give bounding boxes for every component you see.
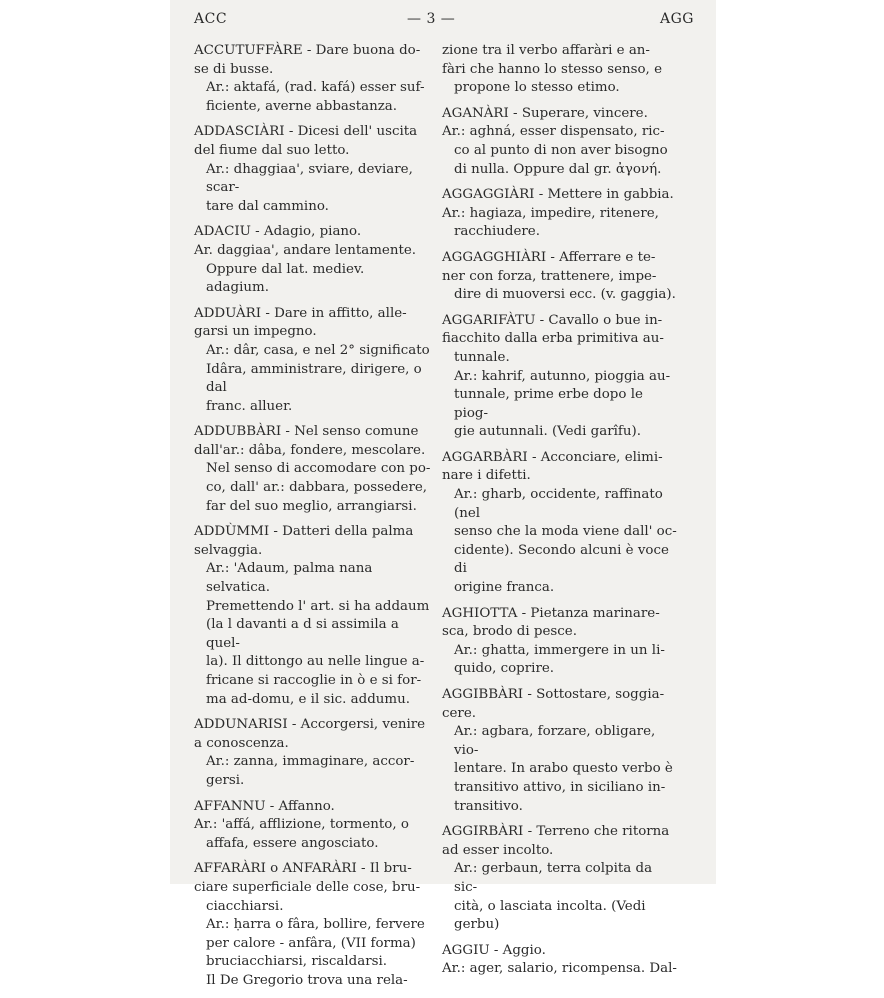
entry-line: ma ad-domu, e il sic. addumu.	[206, 691, 410, 707]
dictionary-entry	[194, 423, 431, 516]
entry-line: Ar.: ager, salario, ricompensa. Dal-	[442, 961, 677, 977]
entry-line: co, dall' ar.: dabbara, possedere,	[206, 480, 428, 496]
entry-line: Ar.: aktafá, (rad. kafá) esser suf-	[206, 80, 425, 96]
entry-line: Ar.: dâr, casa, e nel 2° significato	[206, 342, 430, 358]
entry-line: lentare. In arabo questo verbo è	[454, 761, 673, 777]
entry-line: racchiudere.	[454, 224, 540, 240]
entry-headline: AGGIRBÀRI - Terreno che ritorna	[442, 824, 670, 840]
entry-headline: AFFARÀRI o ANFARÀRI - Il bru-	[194, 861, 412, 877]
entry-line: ciacchiarsi.	[206, 898, 284, 914]
entry-headline: AGGAGGIÀRI - Mettere in gabbia.	[442, 187, 674, 203]
entry-line: Ar.: gerbaun, terra colpita da sic-	[454, 861, 653, 895]
entry-line: del fiume dal suo letto.	[194, 142, 350, 158]
entry-headline: ADACIU - Adagio, piano.	[194, 224, 362, 240]
dictionary-entry	[442, 42, 679, 98]
entry-line: affafa, essere angosciato.	[206, 835, 379, 851]
entry-line: cità, o lasciata incolta. (Vedi gerbu)	[454, 898, 646, 933]
entry-headline: AGGIU - Aggio.	[442, 942, 546, 958]
entry-headline: ADDUNARISI - Accorgersi, venire	[194, 717, 426, 733]
entry-line: Ar.: gharb, occidente, raffinato (nel	[454, 487, 663, 521]
entry-line: per calore - anfâra, (VII forma)	[206, 935, 416, 951]
entry-line: ner con forza, trattenere, impe-	[442, 268, 657, 284]
entry-line: fàri che hanno lo stesso senso, e	[442, 61, 662, 77]
dictionary-entry	[194, 305, 431, 417]
entry-line: a conoscenza.	[194, 735, 289, 751]
entry-headline: AFFANNU - Affanno.	[194, 798, 335, 814]
entry-headline: ADDÙMMI - Datteri della palma	[194, 524, 414, 540]
dictionary-entry	[442, 449, 679, 598]
entry-line: Ar.: zanna, immaginare, accor-	[206, 754, 415, 770]
dictionary-entry	[442, 605, 679, 679]
entry-line: la). Il dittongo au nelle lingue a-	[206, 654, 425, 670]
entry-line: franc. alluer.	[206, 398, 293, 414]
entry-line: cidente). Secondo alcuni è voce di	[454, 542, 669, 577]
entry-headline: AGGIBBÀRI - Sottostare, soggia-	[442, 687, 665, 702]
entry-headline: AGGARIFÀTU - Cavallo o bue in-	[442, 312, 663, 328]
entry-line: Nel senso di accomodare con po-	[206, 461, 431, 477]
entry-line: Ar.: dhaggiaa', sviare, deviare, scar-	[206, 161, 413, 196]
dictionary-entry	[194, 798, 431, 854]
entry-line: co al punto di non aver bisogno	[454, 142, 668, 158]
entry-line: Ar.: 'affá, afflizione, tormento, o	[194, 817, 409, 833]
entry-headline: AGANÀRI - Superare, vincere.	[442, 105, 648, 121]
entry-line: transitivo.	[454, 798, 523, 814]
entry-line: tare dal cammino.	[206, 198, 329, 214]
entry-line: ficiente, averne abbastanza.	[206, 98, 398, 114]
entry-line: Ar.: hagiaza, impedire, ritenere,	[442, 205, 659, 221]
running-head-right: AGG	[660, 11, 694, 27]
entry-line: Oppure dal lat. mediev. adagium.	[206, 261, 365, 296]
entry-line: (la l davanti a d si assimila a quel-	[206, 617, 399, 651]
entry-line: origine franca.	[454, 580, 555, 596]
dictionary-entry	[442, 186, 679, 242]
entry-line: senso che la moda viene dall' oc-	[454, 524, 677, 540]
entry-line: Ar. daggiaa', andare lentamente.	[194, 242, 417, 258]
dictionary-entry	[442, 105, 679, 179]
dictionary-entry	[442, 249, 679, 305]
entry-line: fiacchito dalla erba primitiva au-	[442, 331, 664, 347]
entry-headline: AGGAGGHIÀRI - Afferrare e te-	[442, 249, 656, 265]
entry-line: quido, coprire.	[454, 661, 555, 677]
entry-line: Ar.: agbara, forzare, obligare, vio-	[454, 724, 656, 758]
entry-line: Ar.: aghná, esser dispensato, ric-	[442, 124, 665, 140]
page-number: — 3 —	[407, 11, 456, 27]
entry-line: ad esser incolto.	[442, 842, 554, 858]
entry-line: garsi un impegno.	[194, 324, 317, 340]
entry-line: Il De Gregorio trova una rela-	[206, 972, 408, 988]
dictionary-entry	[442, 942, 679, 979]
entry-line: Ar.: ghatta, immergere in un li-	[454, 642, 665, 658]
entry-line: bruciacchiarsi, riscaldarsi.	[206, 954, 388, 970]
entry-headline: ACCUTUFFÀRE - Dare buona do-	[194, 43, 421, 58]
entry-line: Ar.: ḥarra o fâra, bollire, fervere	[206, 917, 425, 933]
entry-headline: AGHIOTTA - Pietanza marinare-	[442, 605, 660, 621]
running-head-left: ACC	[194, 11, 228, 27]
dictionary-page	[170, 0, 716, 988]
entry-headline: zione tra il verbo affaràri e an-	[442, 43, 650, 58]
entry-line: fricane si raccoglie in ò e si for-	[206, 673, 422, 688]
dictionary-entry	[194, 223, 431, 297]
entry-line: nare i difetti.	[442, 468, 531, 484]
entry-line: tunnale.	[454, 349, 510, 365]
entry-line: gie autunnali. (Vedi garîfu).	[454, 424, 641, 440]
dictionary-entry	[442, 823, 679, 935]
dictionary-entry	[194, 42, 431, 116]
entry-line: Ar.: 'Adaum, palma nana selvatica.	[206, 561, 373, 596]
entry-headline: AGGARBÀRI - Acconciare, elimi-	[442, 449, 663, 465]
dictionary-entry	[194, 523, 431, 709]
entry-line: se di busse.	[194, 61, 274, 77]
dictionary-entry	[442, 312, 679, 442]
entry-headline: ADDUÀRI - Dare in affitto, alle-	[194, 305, 407, 321]
entry-line: ciare superficiale delle cose, bru-	[194, 879, 421, 895]
entry-line: gersi.	[206, 772, 245, 788]
entry-line: di nulla. Oppure dal gr. ἀγονή.	[454, 161, 662, 177]
dictionary-entry	[194, 716, 431, 790]
dictionary-entry	[442, 686, 679, 816]
entry-line: propone lo stesso etimo.	[454, 80, 620, 96]
entry-line: selvaggia.	[194, 542, 263, 558]
entry-line: sca, brodo di pesce.	[442, 624, 577, 640]
entry-line: Ar.: kahrif, autunno, pioggia au-	[454, 368, 671, 384]
entry-line: dire di muoversi ecc. (v. gaggia).	[454, 287, 676, 303]
entry-headline: ADDASCIÀRI - Dicesi dell' uscita	[194, 124, 418, 140]
right-column	[442, 42, 679, 986]
entry-line: cere.	[442, 705, 477, 721]
entry-line: dall'ar.: dâba, fondere, mescolare.	[194, 442, 426, 458]
left-column	[194, 42, 431, 998]
entry-line: transitivo attivo, in siciliano in-	[454, 779, 666, 795]
entry-line: tunnale, prime erbe dopo le piog-	[454, 387, 643, 421]
dictionary-entry	[194, 860, 431, 990]
entry-headline: ADDUBBÀRI - Nel senso comune	[194, 424, 419, 440]
entry-line: far del suo meglio, arrangiarsi.	[206, 498, 417, 514]
entry-line: Idâra, amministrare, dirigere, o dal	[206, 361, 422, 396]
dictionary-entry	[194, 123, 431, 216]
entry-line: Premettendo l' art. si ha addaum	[206, 598, 430, 614]
